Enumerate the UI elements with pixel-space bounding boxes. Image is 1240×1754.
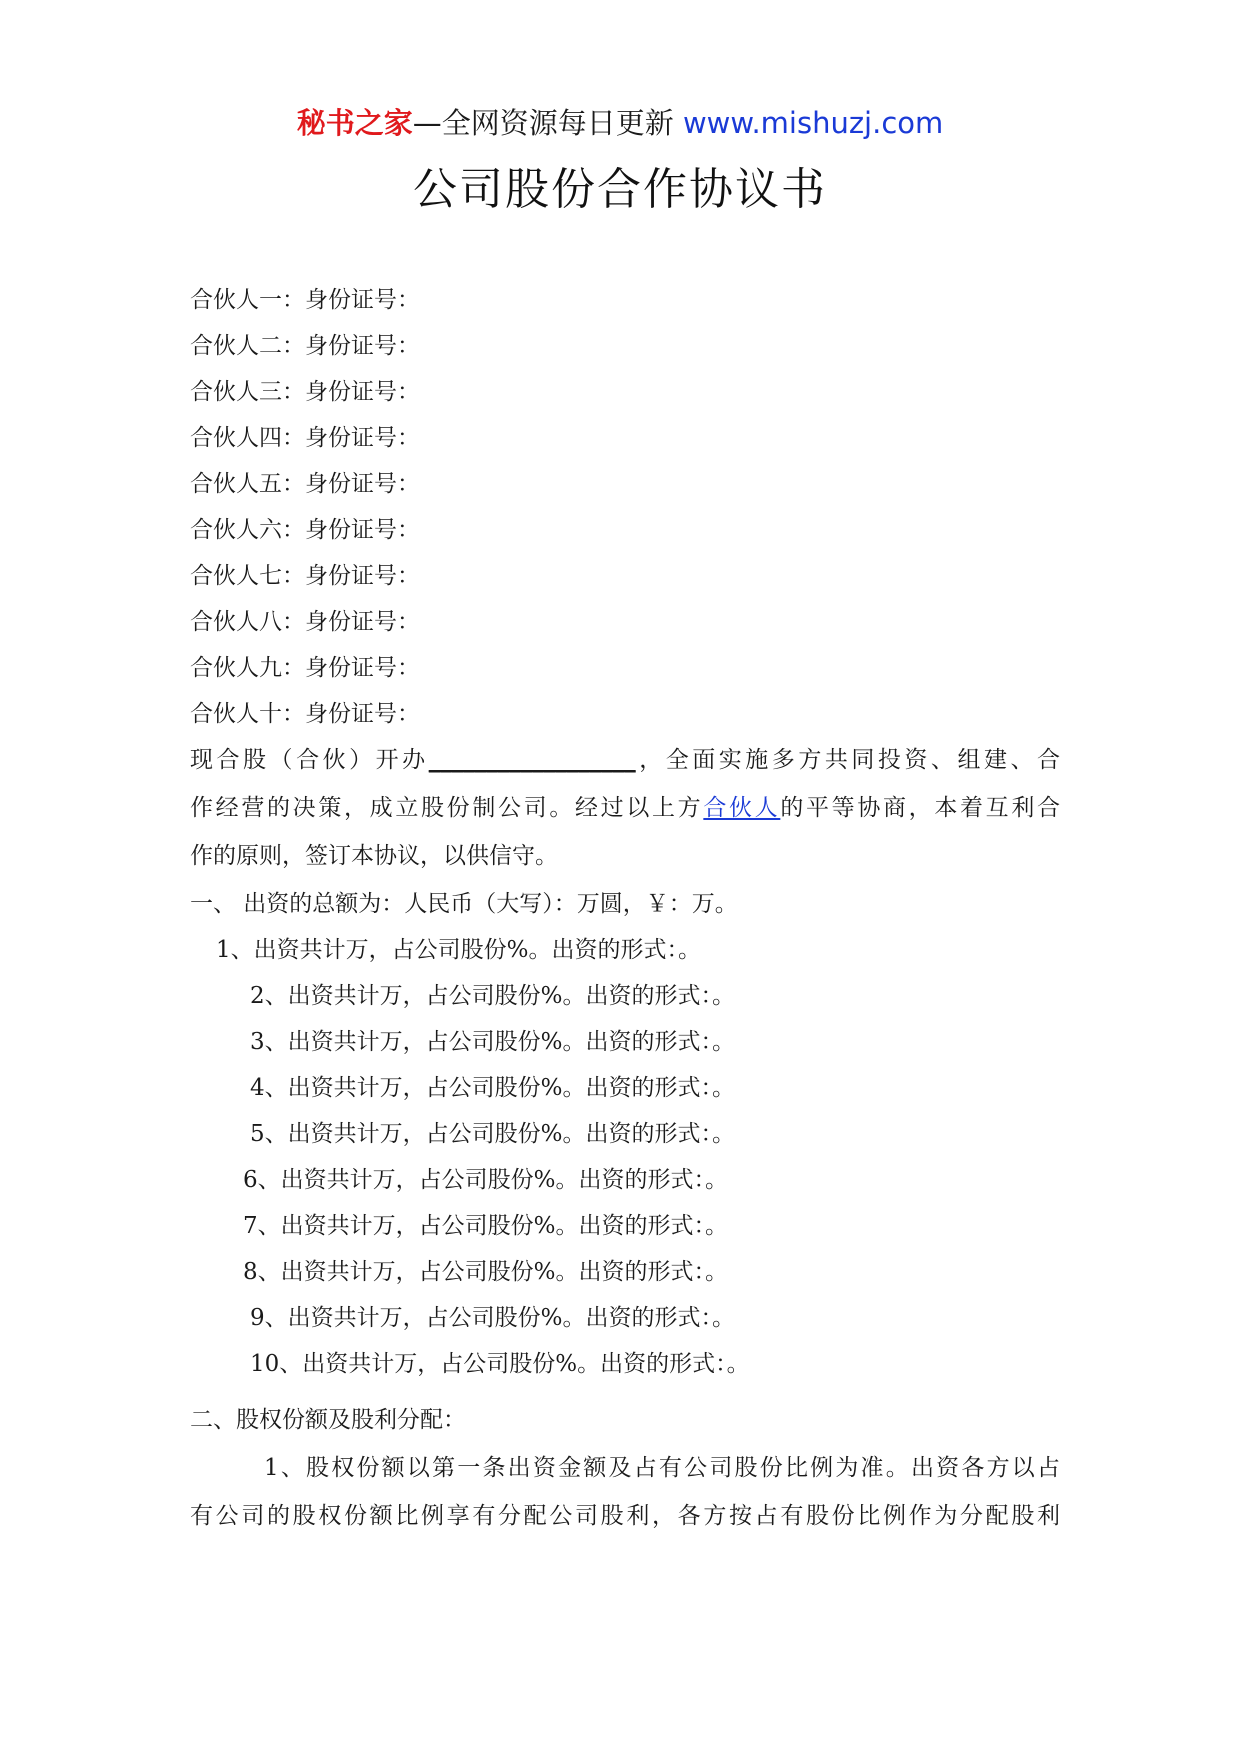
- intro-text-d: 的平等协商，本着互利合: [780, 795, 1061, 821]
- section2-para-line-1: 1、股权份额以第一条出资金额及占有公司股份比例为准。出资各方以占: [264, 1455, 1060, 1481]
- banner-slogan: —全网资源每日更新: [412, 106, 674, 140]
- contribution-item-2: 2、出资共计万，占公司股份%。出资的形式：。: [250, 983, 735, 1009]
- contribution-item-4: 4、出资共计万，占公司股份%。出资的形式：。: [250, 1075, 735, 1101]
- intro-text-c: 作经营的决策，成立股份制公司。经过以上方: [190, 795, 704, 821]
- intro-line-1: [190, 744, 1060, 776]
- site-banner: [0, 103, 1240, 143]
- partner-line-1: 合伙人一：身份证号：: [190, 287, 420, 313]
- banner-brand: 秘书之家: [296, 106, 413, 140]
- contribution-item-5: 5、出资共计万，占公司股份%。出资的形式：。: [250, 1121, 735, 1147]
- partner-line-6: 合伙人六：身份证号：: [190, 517, 420, 543]
- intro-line-3: 作的原则，签订本协议，以供信守。: [190, 843, 558, 869]
- partner-line-7: 合伙人七：身份证号：: [190, 563, 420, 589]
- section1-heading: 一、 出资的总额为：人民币（大写）：万圆，￥：万。: [190, 891, 738, 917]
- contribution-item-3: 3、出资共计万，占公司股份%。出资的形式：。: [250, 1029, 735, 1055]
- partner-line-4: 合伙人四：身份证号：: [190, 425, 420, 451]
- partner-line-5: 合伙人五：身份证号：: [190, 471, 420, 497]
- partner-line-2: 合伙人二：身份证号：: [190, 333, 420, 359]
- contribution-item-6: 6、出资共计万，占公司股份%。出资的形式：。: [243, 1167, 728, 1193]
- section2-heading: 二、股权份额及股利分配：: [190, 1407, 466, 1433]
- contribution-item-7: 7、出资共计万，占公司股份%。出资的形式：。: [243, 1213, 728, 1239]
- partner-line-8: 合伙人八：身份证号：: [190, 609, 420, 635]
- company-name-blank[interactable]: __________________: [428, 747, 636, 773]
- contribution-item-8: 8、出资共计万，占公司股份%。出资的形式：。: [243, 1259, 728, 1285]
- contribution-item-9: 9、出资共计万，占公司股份%。出资的形式：。: [250, 1305, 735, 1331]
- section2-para-line-2: 有公司的股权份额比例享有分配公司股利，各方按占有股份比例作为分配股利: [190, 1503, 1060, 1529]
- intro-line-2: [190, 792, 1060, 824]
- intro-text-a: 现合股（合伙）开办: [190, 747, 429, 773]
- document-title: 公司股份合作协议书: [413, 164, 827, 215]
- partner-link[interactable]: 合伙人: [703, 795, 781, 821]
- intro-text-b: ，全面实施多方共同投资、组建、合: [635, 747, 1061, 773]
- partner-line-10: 合伙人十：身份证号：: [190, 701, 420, 727]
- banner-url-link[interactable]: www.mishuzj.com: [682, 106, 944, 140]
- contribution-item-1: 1、出资共计万，占公司股份%。出资的形式：。: [216, 937, 701, 963]
- contribution-item-10: 10、出资共计万，占公司股份%。出资的形式：。: [250, 1351, 750, 1377]
- partner-line-9: 合伙人九：身份证号：: [190, 655, 420, 681]
- partner-line-3: 合伙人三：身份证号：: [190, 379, 420, 405]
